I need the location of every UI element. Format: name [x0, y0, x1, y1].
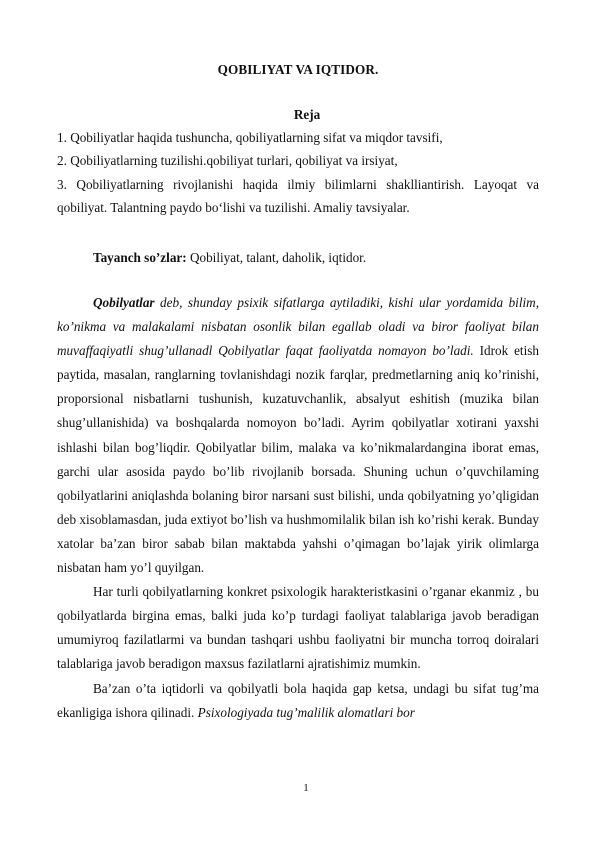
definition-text: deb, shunday psixik sifatlarga aytiladiki, kishi ular yordamida bilim, ko’nikma va malakalami nisbatan osonlik bilan egallab oladi va biror faoliyat bilan muvaffaqiyatli shug’ullanadl Qobilyatlar faqat faoliyatda nomayon bo’ladi. [57, 295, 539, 359]
keywords-label: Tayanch so’zlar: [93, 250, 187, 265]
keywords-line [93, 250, 366, 266]
plan-item: 2. Qobiliyatlarning tuzilishi.qobiliyat turlari, qobiliyat va irsiyat, [57, 153, 398, 169]
paragraph-text: Idrok etish paytida, masalan, ranglarning tovlanishdagi nozik farqlar, predmetlarning aniq ko’rinishi, proporsional nisbatlarni tushunish, kuzatuvchanlik, absalyut eshitish (muzika bilan shug’ullanishida) va boshqalarda nomoyon bo’ladi. Ayrim qobilyatlar xotirani yaxshi ishlashi bilan bog’liqdir. Qobilyatlar bilim, malaka va ko’nikmalardangina iborat emas, garchi ular asosida paydo bo’lib rivojlanib borsada. Shuning uchun o’quvchilaming qobilyatlarini aniqlashda bolaning biror narsani sust bilishi, unda qobilyatning yo’qligidan deb xisoblamasdan, juda extiyot bo’lish va hushmomilalik bilan ish ko’rishi kerak. Bunday xatolar ba’zan biror sabab bilan maktabda yahshi o’qimagan bo’lajak yirik olimlarga nisbatan ham yo’l quyilgan. [57, 343, 539, 576]
paragraph-text: Ba’zan o’ta iqtidorli va qobilyatli bola haqida gap ketsa, undagi bu sifat tug’ma ekanligiga ishora qilinadi. [57, 680, 539, 720]
paragraph [57, 677, 539, 725]
plan-item: 3. Qobiliyatlarning rivojlanishi haqida ilmiy bilimlarni shaklliantirish. Layoqat va qobiliyat. Talantning paydo bo‘lishi va tuzilishi. Amaliy tavsiyalar. [57, 176, 539, 215]
body-text [57, 291, 539, 725]
plan-list [57, 126, 539, 219]
plan-item: 1. Qobiliyatlar haqida tushuncha, qobiliyatlarning sifat va miqdor tavsifi, [57, 130, 443, 145]
paragraph [57, 291, 539, 580]
keywords-text: Qobiliyat, talant, daholik, iqtidor. [186, 250, 367, 265]
term-definition: Qobilyatlar [93, 295, 155, 310]
italic-text: Psixologiyada tug’malilik alomatlari bor [194, 704, 415, 720]
document-title: QOBILIYAT VA IQTIDOR. [217, 62, 379, 77]
plan-heading: Reja [293, 107, 321, 122]
paragraph: Har turli qobilyatlarning konkret psixologik harakteristkasini o’rganar ekanmiz , bu qobilyatlarda birgina emas, balki juda ko’p turdagi faoliyat talablariga javob beradigan umumiyroq fazilatlarmi va bundan tashqari ushbu faoliyatni bir muncha torroq doiralari talablariga javob beradigon maxsus fazilatlarni ajratishimiz mumkin. [57, 584, 539, 672]
page-number: 1 [303, 782, 309, 794]
